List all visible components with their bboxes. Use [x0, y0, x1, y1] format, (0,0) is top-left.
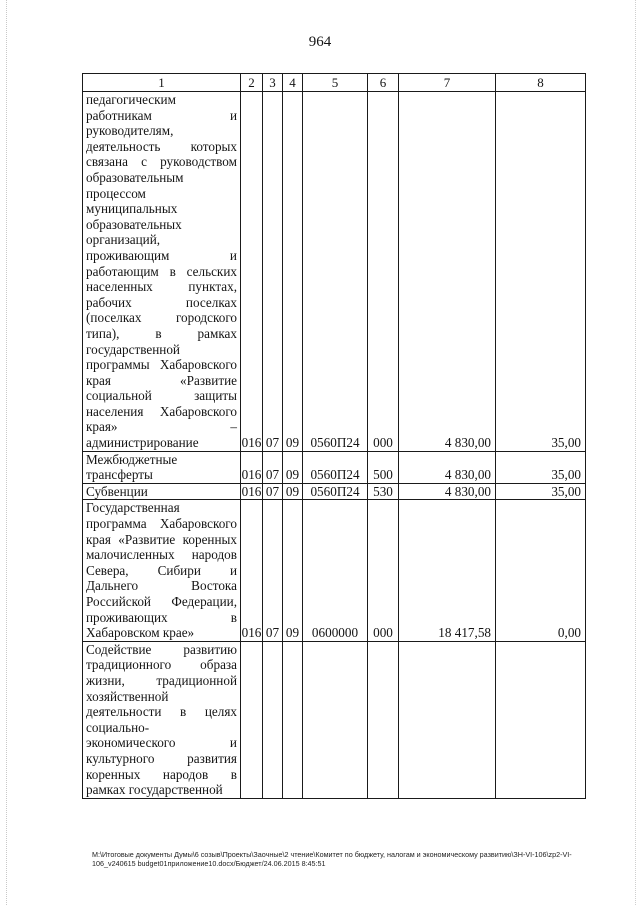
row-description: Межбюджетные трансферты [83, 451, 241, 483]
section-code-cell: 07 [263, 451, 283, 483]
amount-cell: 4 830,00 [399, 451, 496, 483]
target-article-cell [303, 641, 368, 798]
subsection-code-cell [283, 641, 303, 798]
target-article-cell: 0560П24 [303, 451, 368, 483]
row-description: педагогическим работникам и руководителям, деятельность которых связана с руководством образовательным процессом муниципальных образовательных организаций, проживающим и работающим в сельских населенных пунктах, рабочих поселках (поселках городского типа), в рамках государственной программы Хабаровского края «Развитие социальной защиты населения Хабаровского края» – администрирование [83, 92, 241, 452]
ministry-code-cell: 016 [241, 500, 263, 641]
table-row [83, 451, 586, 483]
percent-cell: 35,00 [496, 451, 586, 483]
table-row [83, 500, 586, 641]
ministry-code-cell [241, 641, 263, 798]
header-cell: 8 [496, 74, 586, 92]
expense-type-cell [368, 641, 399, 798]
budget-table [82, 73, 586, 799]
amount-cell: 4 830,00 [399, 483, 496, 500]
scan-edge-right [635, 0, 640, 905]
header-cell: 1 [83, 74, 241, 92]
percent-cell: 35,00 [496, 92, 586, 452]
subsection-code-cell: 09 [283, 92, 303, 452]
scan-edge-left [0, 0, 7, 905]
amount-cell: 18 417,58 [399, 500, 496, 641]
amount-cell: 4 830,00 [399, 92, 496, 452]
header-cell: 3 [263, 74, 283, 92]
row-description: Содействие развитию традиционного образа жизни, традиционной хозяйственной деятельности в целях социально-экономического и культурного развития коренных народов в рамках государственной [83, 641, 241, 798]
section-code-cell: 07 [263, 483, 283, 500]
ministry-code-cell: 016 [241, 92, 263, 452]
section-code-cell: 07 [263, 92, 283, 452]
target-article-cell: 0560П24 [303, 483, 368, 500]
target-article-cell: 0560П24 [303, 92, 368, 452]
table-row [83, 641, 586, 798]
ministry-code-cell: 016 [241, 483, 262, 499]
ministry-code-cell: 016 [241, 451, 263, 483]
percent-cell [496, 641, 586, 798]
expense-type-cell: 000 [368, 500, 399, 641]
percent-cell: 0,00 [496, 500, 586, 641]
header-cell: 7 [399, 74, 496, 92]
table-row [83, 92, 586, 452]
row-description: Государственная программа Хабаровского края «Развитие коренных малочисленных народов Севера, Сибири и Дальнего Востока Российской Федерации, проживающих в Хабаровском крае» [83, 500, 241, 641]
section-code-cell [263, 641, 283, 798]
page-number: 964 [308, 34, 332, 50]
row-description: Субвенции [83, 483, 241, 500]
table-row [83, 483, 586, 500]
percent-cell: 35,00 [496, 483, 586, 500]
subsection-code-cell: 09 [283, 500, 303, 641]
header-cell: 2 [241, 74, 263, 92]
amount-cell [399, 641, 496, 798]
subsection-code-cell: 09 [283, 483, 303, 500]
expense-type-cell: 500 [368, 451, 399, 483]
header-cell: 5 [303, 74, 368, 92]
header-cell: 4 [283, 74, 303, 92]
expense-type-cell: 000 [368, 92, 399, 452]
target-article-cell: 0600000 [303, 500, 368, 641]
header-cell: 6 [368, 74, 399, 92]
table-header-row [83, 74, 586, 92]
file-path-footer: M:\Итоговые документы Думы\6 созыв\Проекты\Заочные\2 чтение\Комитет по бюджету, налогам и экономическому развитию\ЗН-VI-106\zp2-VI-106_v240615 budget01приложение10.docx/Бюджет/24.06.2015 8:45:51 [92, 850, 572, 868]
expense-type-cell: 530 [368, 483, 399, 500]
section-code-cell: 07 [263, 500, 283, 641]
subsection-code-cell: 09 [283, 451, 303, 483]
